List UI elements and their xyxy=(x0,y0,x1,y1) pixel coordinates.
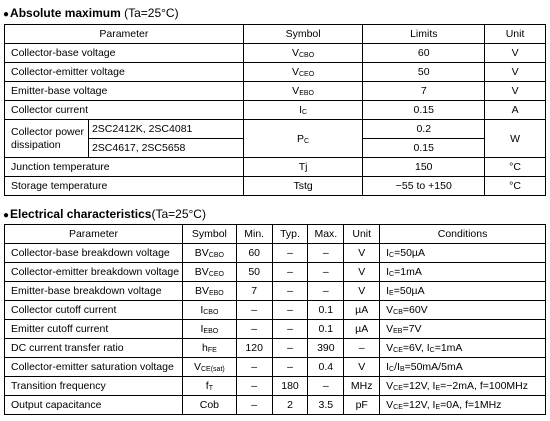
max-cell: 0.1 xyxy=(308,320,344,339)
unit-cell: – xyxy=(344,339,380,358)
table-row xyxy=(5,282,546,301)
power-symbol: $P_C$ xyxy=(243,120,363,158)
min-cell: – xyxy=(236,358,272,377)
symbol-cell: $V_{CEO}$ xyxy=(243,63,363,82)
conditions-cell: $V_{CE}=12V$, $I_E=-2mA$, f=100MHz xyxy=(380,377,546,396)
conditions-cell: $V_{EB}=7V$ xyxy=(380,320,546,339)
parameter-cell: Storage temperature xyxy=(5,177,244,196)
unit-cell: °C xyxy=(485,177,546,196)
unit-cell: A xyxy=(485,101,546,120)
header-unit: Unit xyxy=(344,225,380,244)
typ-cell: 180 xyxy=(272,377,308,396)
parameter-cell: Emitter-base voltage xyxy=(5,82,244,101)
unit-cell: V xyxy=(344,282,380,301)
header-parameter: Parameter xyxy=(5,25,244,44)
min-cell: 7 xyxy=(236,282,272,301)
table-header-row xyxy=(5,25,546,44)
min-cell: – xyxy=(236,320,272,339)
unit-cell: V xyxy=(485,82,546,101)
table-row xyxy=(5,263,546,282)
table-row xyxy=(5,63,546,82)
table-row xyxy=(5,396,546,415)
symbol-cell: $BV_{EBO}$ xyxy=(182,282,236,301)
typ-cell: – xyxy=(272,339,308,358)
electrical-characteristics-heading: ●Electrical characteristics(Ta=25°C) xyxy=(3,207,206,221)
typ-cell: 2 xyxy=(272,396,308,415)
symbol-cell: $I_{EBO}$ xyxy=(182,320,236,339)
unit-cell: MHz xyxy=(344,377,380,396)
power-limit1: 0.2 xyxy=(363,120,485,139)
symbol-cell: $h_{FE}$ xyxy=(182,339,236,358)
max-cell: – xyxy=(308,263,344,282)
parameter-cell: Collector-base breakdown voltage xyxy=(5,244,183,263)
header-typ: Typ. xyxy=(272,225,308,244)
header-symbol: Symbol xyxy=(182,225,236,244)
symbol-cell: $f_T$ xyxy=(182,377,236,396)
table-row xyxy=(5,177,546,196)
unit-cell: V xyxy=(344,244,380,263)
unit-cell: pF xyxy=(344,396,380,415)
symbol-cell: $I_{CBO}$ xyxy=(182,301,236,320)
header-conditions: Conditions xyxy=(380,225,546,244)
typ-cell: – xyxy=(272,320,308,339)
table-row xyxy=(5,120,546,139)
min-cell: – xyxy=(236,301,272,320)
power-limit2: 0.15 xyxy=(363,139,485,158)
table-row xyxy=(5,339,546,358)
symbol-cell: Cob xyxy=(182,396,236,415)
table-header-row xyxy=(5,225,546,244)
conditions-cell: $I_C=50\mu A$ xyxy=(380,244,546,263)
header-unit: Unit xyxy=(485,25,546,44)
symbol-cell: $V_{CE(sat)}$ xyxy=(182,358,236,377)
header-parameter: Parameter xyxy=(5,225,183,244)
bullet-icon: ● xyxy=(3,9,10,20)
unit-cell: V xyxy=(344,358,380,377)
conditions-cell: $V_{CE}=12V$, $I_E=0A$, f=1MHz xyxy=(380,396,546,415)
unit-cell: µA xyxy=(344,301,380,320)
unit-cell: V xyxy=(485,44,546,63)
symbol-cell: $V_{EBO}$ xyxy=(243,82,363,101)
parameter-cell: Collector-emitter breakdown voltage xyxy=(5,263,183,282)
power-unit: W xyxy=(485,120,546,158)
bullet-icon: ● xyxy=(3,210,10,221)
absolute-maximum-heading: ●Absolute maximum (Ta=25°C) xyxy=(3,6,179,20)
min-cell: – xyxy=(236,377,272,396)
absolute-maximum-table xyxy=(4,24,546,196)
table-row xyxy=(5,82,546,101)
header-limits: Limits xyxy=(363,25,485,44)
limit-cell: 0.15 xyxy=(363,101,485,120)
table-row xyxy=(5,320,546,339)
parameter-cell: DC current transfer ratio xyxy=(5,339,183,358)
max-cell: – xyxy=(308,282,344,301)
typ-cell: – xyxy=(272,244,308,263)
max-cell: 0.4 xyxy=(308,358,344,377)
typ-cell: – xyxy=(272,358,308,377)
table-row xyxy=(5,158,546,177)
conditions-cell: $I_E=50\mu A$ xyxy=(380,282,546,301)
power-part1: 2SC2412K, 2SC4081 xyxy=(88,120,243,139)
table-row xyxy=(5,301,546,320)
limit-cell: 50 xyxy=(363,63,485,82)
parameter-cell: Emitter cutoff current xyxy=(5,320,183,339)
unit-cell: V xyxy=(344,263,380,282)
electrical-characteristics-table xyxy=(4,224,546,415)
unit-cell: V xyxy=(485,63,546,82)
limit-cell: −55 to +150 xyxy=(363,177,485,196)
table-row xyxy=(5,358,546,377)
max-cell: 0.1 xyxy=(308,301,344,320)
parameter-cell: Collector-base voltage xyxy=(5,44,244,63)
symbol-cell: $V_{CBO}$ xyxy=(243,44,363,63)
limit-cell: 7 xyxy=(363,82,485,101)
parameter-cell: Transition frequency xyxy=(5,377,183,396)
conditions-cell: $I_C/I_B=50mA/5mA$ xyxy=(380,358,546,377)
unit-cell: °C xyxy=(485,158,546,177)
parameter-cell: Junction temperature xyxy=(5,158,244,177)
min-cell: 120 xyxy=(236,339,272,358)
table-row xyxy=(5,101,546,120)
limit-cell: 60 xyxy=(363,44,485,63)
unit-cell: µA xyxy=(344,320,380,339)
max-cell: – xyxy=(308,244,344,263)
symbol-cell: $I_C$ xyxy=(243,101,363,120)
header-min: Min. xyxy=(236,225,272,244)
parameter-cell: Collector-emitter voltage xyxy=(5,63,244,82)
max-cell: 3.5 xyxy=(308,396,344,415)
header-max: Max. xyxy=(308,225,344,244)
parameter-cell: Collector current xyxy=(5,101,244,120)
conditions-cell: $V_{CB}=60V$ xyxy=(380,301,546,320)
max-cell: 390 xyxy=(308,339,344,358)
power-param-cell: Collector power dissipation xyxy=(5,120,89,158)
parameter-cell: Emitter-base breakdown voltage xyxy=(5,282,183,301)
typ-cell: – xyxy=(272,301,308,320)
min-cell: 60 xyxy=(236,244,272,263)
parameter-cell: Collector cutoff current xyxy=(5,301,183,320)
table-row xyxy=(5,244,546,263)
conditions-cell: $V_{CE}=6V$, $I_C=1mA$ xyxy=(380,339,546,358)
symbol-cell: Tj xyxy=(243,158,363,177)
min-cell: – xyxy=(236,396,272,415)
header-symbol: Symbol xyxy=(243,25,363,44)
max-cell: – xyxy=(308,377,344,396)
parameter-cell: Output capacitance xyxy=(5,396,183,415)
conditions-cell: $I_C=1mA$ xyxy=(380,263,546,282)
table-row xyxy=(5,377,546,396)
typ-cell: – xyxy=(272,282,308,301)
typ-cell: – xyxy=(272,263,308,282)
min-cell: 50 xyxy=(236,263,272,282)
parameter-cell: Collector-emitter saturation voltage xyxy=(5,358,183,377)
table-row xyxy=(5,44,546,63)
power-part2: 2SC4617, 2SC5658 xyxy=(88,139,243,158)
symbol-cell: $BV_{CBO}$ xyxy=(182,244,236,263)
symbol-cell: $BV_{CEO}$ xyxy=(182,263,236,282)
limit-cell: 150 xyxy=(363,158,485,177)
symbol-cell: Tstg xyxy=(243,177,363,196)
